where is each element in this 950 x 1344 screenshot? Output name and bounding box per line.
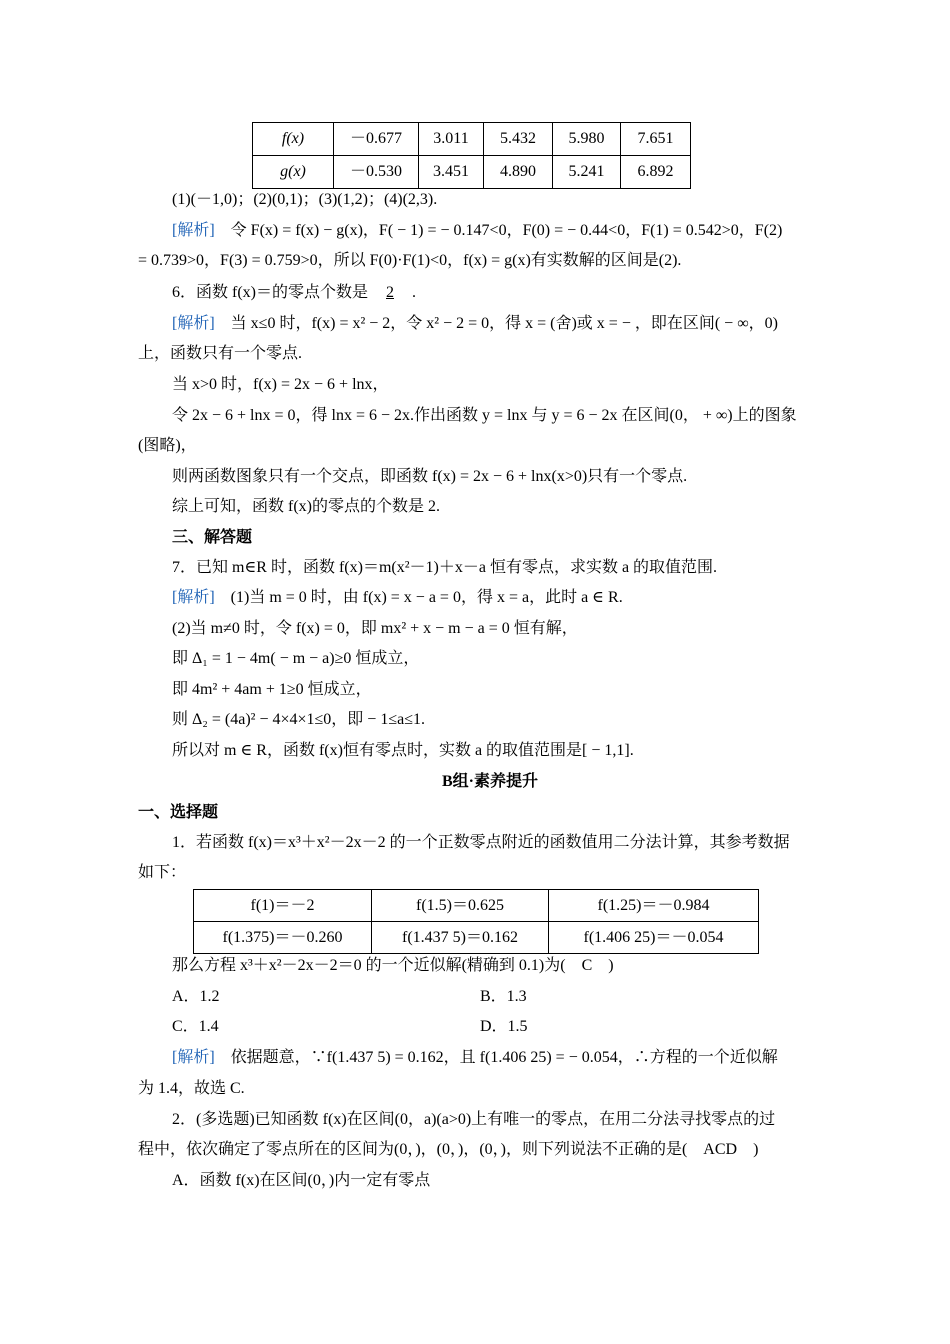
table-cell: 3.011 [419, 123, 484, 156]
q6-answer: 2 [386, 284, 394, 301]
table-cell: f(1)＝－2 [194, 890, 372, 922]
b1-option-b: B．1.3 [480, 988, 527, 1005]
q6-stem: 6．函数 f(x)＝的零点个数是 2 . [172, 282, 416, 304]
group-b-heading: B组·素养提升 [441, 773, 538, 790]
q6-analysis-line-3: 当 x>0 时，f(x) = 2x − 6 + lnx， [172, 376, 389, 393]
q6-analysis-line-7: 综上可知，函数 f(x)的零点的个数是 2. [172, 498, 440, 515]
section-heading-answers: 三、解答题 [172, 529, 253, 546]
b2-stem-line-2: 程中，依次确定了零点所在的区间为(0，)，(0，)，(0，)，则下列说法不正确的是( ACD ) [138, 1141, 759, 1158]
b1-stem-line-1: 1．若函数 f(x)＝x³＋x²－2x－2 的一个正数零点附近的函数值用二分法计算，其参考数据 [172, 834, 790, 851]
b2-stem-line-1: 2．(多选题)已知函数 f(x)在区间(0，a)(a>0)上有唯一的零点，在用二分法寻找零点的过 [172, 1111, 776, 1128]
q5-options: (1)(－1,0)；(2)(0,1)；(3)(1,2)；(4)(2,3). [172, 191, 438, 208]
b1-option-d: D．1.5 [480, 1018, 528, 1035]
table-cell: f(1.375)＝－0.260 [194, 922, 372, 954]
analysis-text: 当 x≤0 时，f(x) = x² − 2，令 x² − 2 = 0，得 x = (舍)或 x = − ，即在区间( − ∞，0) [230, 315, 778, 332]
table-cell: －0.530 [334, 156, 419, 189]
section-heading-choice: 一、选择题 [138, 804, 219, 821]
table-cell: 5.980 [553, 123, 621, 156]
b1-option-c: C．1.4 [172, 1018, 219, 1035]
table-cell: f(1.5)＝0.625 [372, 890, 549, 922]
bisection-table [193, 889, 759, 954]
q6-analysis-line-6: 则两函数图象只有一个交点，即函数 f(x) = 2x − 6 + lnx(x>0)只有一个零点. [172, 468, 688, 485]
b1-question: 那么方程 x³＋x²－2x－2＝0 的一个近似解(精确到 0.1)为( C ) [172, 957, 614, 974]
q7-analysis-line-5: 则 Δ₂ = (4a)² − 4×4×1≤0，即 − 1≤a≤1. [172, 711, 425, 728]
q5-analysis-line-1 [172, 220, 782, 242]
analysis-text: 依据题意，∵f(1.437 5) = 0.162，且 f(1.406 25) = − 0.054，∴方程的一个近似解 [230, 1049, 778, 1066]
table-cell: g(x) [253, 156, 334, 189]
table-cell: 4.890 [484, 156, 553, 189]
q7-analysis-line-4: 即 4m² + 4am + 1≥0 恒成立， [172, 681, 372, 698]
table-row [194, 922, 759, 954]
table-cell: －0.677 [334, 123, 419, 156]
q7-analysis-line-6: 所以对 m ∈ R，函数 f(x)恒有零点时，实数 a 的取值范围是[ − 1,1]. [172, 742, 634, 759]
q7-analysis-line-3: 即 Δ₁ = 1 − 4m( − m − a)≥0 恒成立， [172, 650, 420, 667]
table-cell: f(1.406 25)＝－0.054 [549, 922, 759, 954]
table-cell: 3.451 [419, 156, 484, 189]
q7-analysis-line-1 [172, 587, 623, 609]
analysis-tag: [解析] [172, 1049, 215, 1066]
table-cell: f(x) [253, 123, 334, 156]
q5-analysis-line-2: = 0.739>0，F(3) = 0.759>0，所以 F(0)·F(1)<0，f(x) = g(x)有实数解的区间是(2). [138, 252, 682, 269]
table-cell: f(1.25)＝－0.984 [549, 890, 759, 922]
q6-analysis-line-1 [172, 313, 778, 335]
analysis-tag: [解析] [172, 589, 215, 606]
q7-analysis-line-2: (2)当 m≠0 时，令 f(x) = 0，即 mx² + x − m − a = 0 恒有解， [172, 620, 578, 637]
q6-analysis-line-2: 上，函数只有一个零点. [138, 345, 303, 362]
b1-option-a: A．1.2 [172, 988, 220, 1005]
table-row [253, 123, 691, 156]
analysis-text: (1)当 m = 0 时，由 f(x) = x − a = 0，得 x = a，此时 a ∈ R. [230, 589, 623, 606]
q7-stem: 7．已知 m∈R 时，函数 f(x)＝m(x²－1)＋x－a 恒有零点，求实数 a 的取值范围. [172, 559, 718, 576]
b1-stem-line-2: 如下： [138, 864, 187, 881]
b2-option-a: A．函数 f(x)在区间(0，)内一定有零点 [172, 1172, 431, 1189]
analysis-tag: [解析] [172, 222, 215, 239]
q6-stem-text: 6．函数 f(x)＝的零点个数是 [172, 284, 368, 301]
table-cell: 6.892 [621, 156, 691, 189]
q6-analysis-line-4: 令 2x − 6 + lnx = 0，得 lnx = 6 − 2x.作出函数 y = lnx 与 y = 6 − 2x 在区间(0， + ∞)上的图象 [172, 407, 797, 424]
table-cell: 5.432 [484, 123, 553, 156]
values-table-f-g [252, 122, 691, 189]
table-row [194, 890, 759, 922]
analysis-tag: [解析] [172, 315, 215, 332]
table-cell: 5.241 [553, 156, 621, 189]
analysis-text: 令 F(x) = f(x) − g(x)，F( − 1) = − 0.147<0，F(0) = − 0.44<0，F(1) = 0.542>0，F(2) [230, 222, 783, 239]
b1-analysis-line-1 [172, 1047, 778, 1069]
b1-analysis-line-2: 为 1.4，故选 C. [138, 1080, 245, 1097]
table-cell: 7.651 [621, 123, 691, 156]
table-row [253, 156, 691, 189]
table-cell: f(1.437 5)＝0.162 [372, 922, 549, 954]
q6-analysis-line-5: (图略)， [138, 437, 197, 454]
